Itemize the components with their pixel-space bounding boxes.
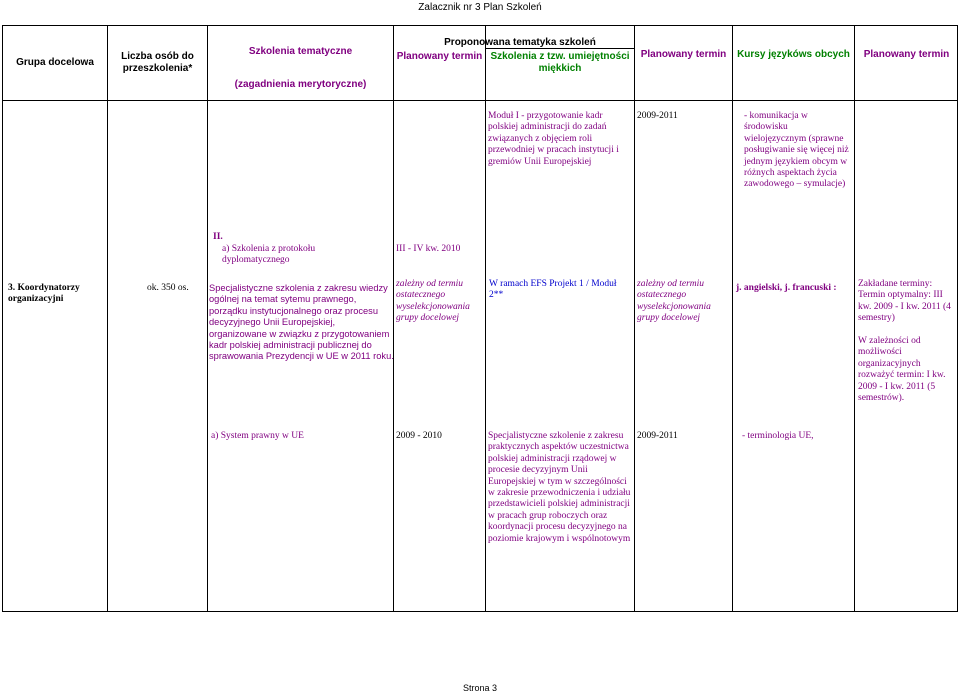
header-languages: Kursy językóws obcych: [737, 49, 850, 60]
col-divider: [854, 25, 855, 612]
col-divider: [107, 25, 108, 612]
page-header: Zalacznik nr 3 Plan Szkoleń: [418, 2, 542, 13]
module-1-languages: - komunikacja w środowisku wielojęzycznym (sprawne posługiwanie się więcej niż jednym językiem obcym w różnych aspektach życia zawodowego – symulacje): [744, 111, 849, 190]
alternative-terms: W zależności od możliwości organizacyjnych rozważyć termin: I kw. 2009 - I kw. 2011 (5 semestrów).: [858, 336, 946, 404]
header-proposed: Proponowana tematyka szkoleń: [444, 37, 596, 48]
page-footer: Strona 3: [462, 683, 498, 693]
header-planned-term-2: Planowany termin: [640, 49, 727, 60]
col-divider: [732, 25, 733, 612]
specialist-term: 2009-2011: [637, 431, 678, 441]
protocol-training: a) Szkolenia z protokołu dyplomatycznego: [222, 244, 316, 266]
header-planned-term: Planowany termin: [396, 51, 483, 62]
header-planned-term-3: Planowany termin: [863, 49, 950, 60]
module-1-term: 2009-2011: [637, 111, 678, 121]
efs-project: W ramach EFS Projekt 1 / Moduł 2**: [489, 279, 617, 301]
header-thematic: Szkolenia tematyczne: [248, 46, 353, 57]
col-divider: [634, 25, 635, 612]
col-divider: [207, 25, 208, 612]
header-count: Liczba osób do przeszkolenia*: [121, 51, 194, 74]
eu-legal-system: a) System prawny w UE: [211, 431, 304, 441]
col-divider: [485, 25, 486, 612]
specialist-training: Specjalistyczne szkolenie z zakresu praktycznych aspektów uczestnictwa polskiej administracji rządowej w procesie decyzyjnym Unii Europejskiej w tym w szczególności w zakresie przewodniczenia i udziału przedstawicieli polskiej administracji w pracach grup roboczych oraz koordynacji procesu decyzyjnego na poziomie krajowym i wspólnotowym: [488, 431, 631, 544]
header-group: Grupa docelowa: [16, 57, 94, 68]
planned-terms: Zakładane terminy: Termin optymalny: III kw. 2009 - I kw. 2011 (4 semestry): [858, 279, 951, 324]
protocol-term: III - IV kw. 2010: [396, 244, 461, 254]
legal-system-term: 2009 - 2010: [396, 431, 442, 441]
module-1-text: Moduł I - przygotowanie kadr polskiej administracji do zadań związanych z objęciem roli przewodniej w pracach instytucji i gremiów Unii Europejskiej: [488, 111, 619, 167]
languages-en-fr: j. angielski, j. francuski :: [736, 283, 837, 293]
participant-count: ok. 350 os.: [147, 283, 189, 293]
eu-terminology: - terminologia UE,: [742, 431, 814, 441]
term-dependent-1: zależny od termiu ostatecznego wyselekcjonowania grupy docelowej: [396, 279, 470, 324]
header-soft-skills: Szkolenia z tzw. umiejętności miękkich: [490, 51, 630, 74]
term-dependent-2: zależny od termiu ostatecznego wyselekcjonowania grupy docelowej: [637, 279, 711, 324]
row-divider: [2, 100, 958, 101]
eu-training-description: Specjalistyczne szkolenia z zakresu wiedzy ogólnej na temat sytemu prawnego, porządku instytucjonalnego oraz procesu decyzyjnego Unii Europejskiej, organizowane w związku z przygotowaniem kadr polskiej administracji publicznej do sprawowania Prezydencji w UE w 2011 roku.: [209, 283, 394, 362]
section-numeral: II.: [213, 232, 223, 242]
header-thematic-sub: (zagadnienia merytoryczne): [234, 79, 367, 90]
group-coordinators: 3. Koordynatorzy organizacyjni: [8, 283, 80, 305]
